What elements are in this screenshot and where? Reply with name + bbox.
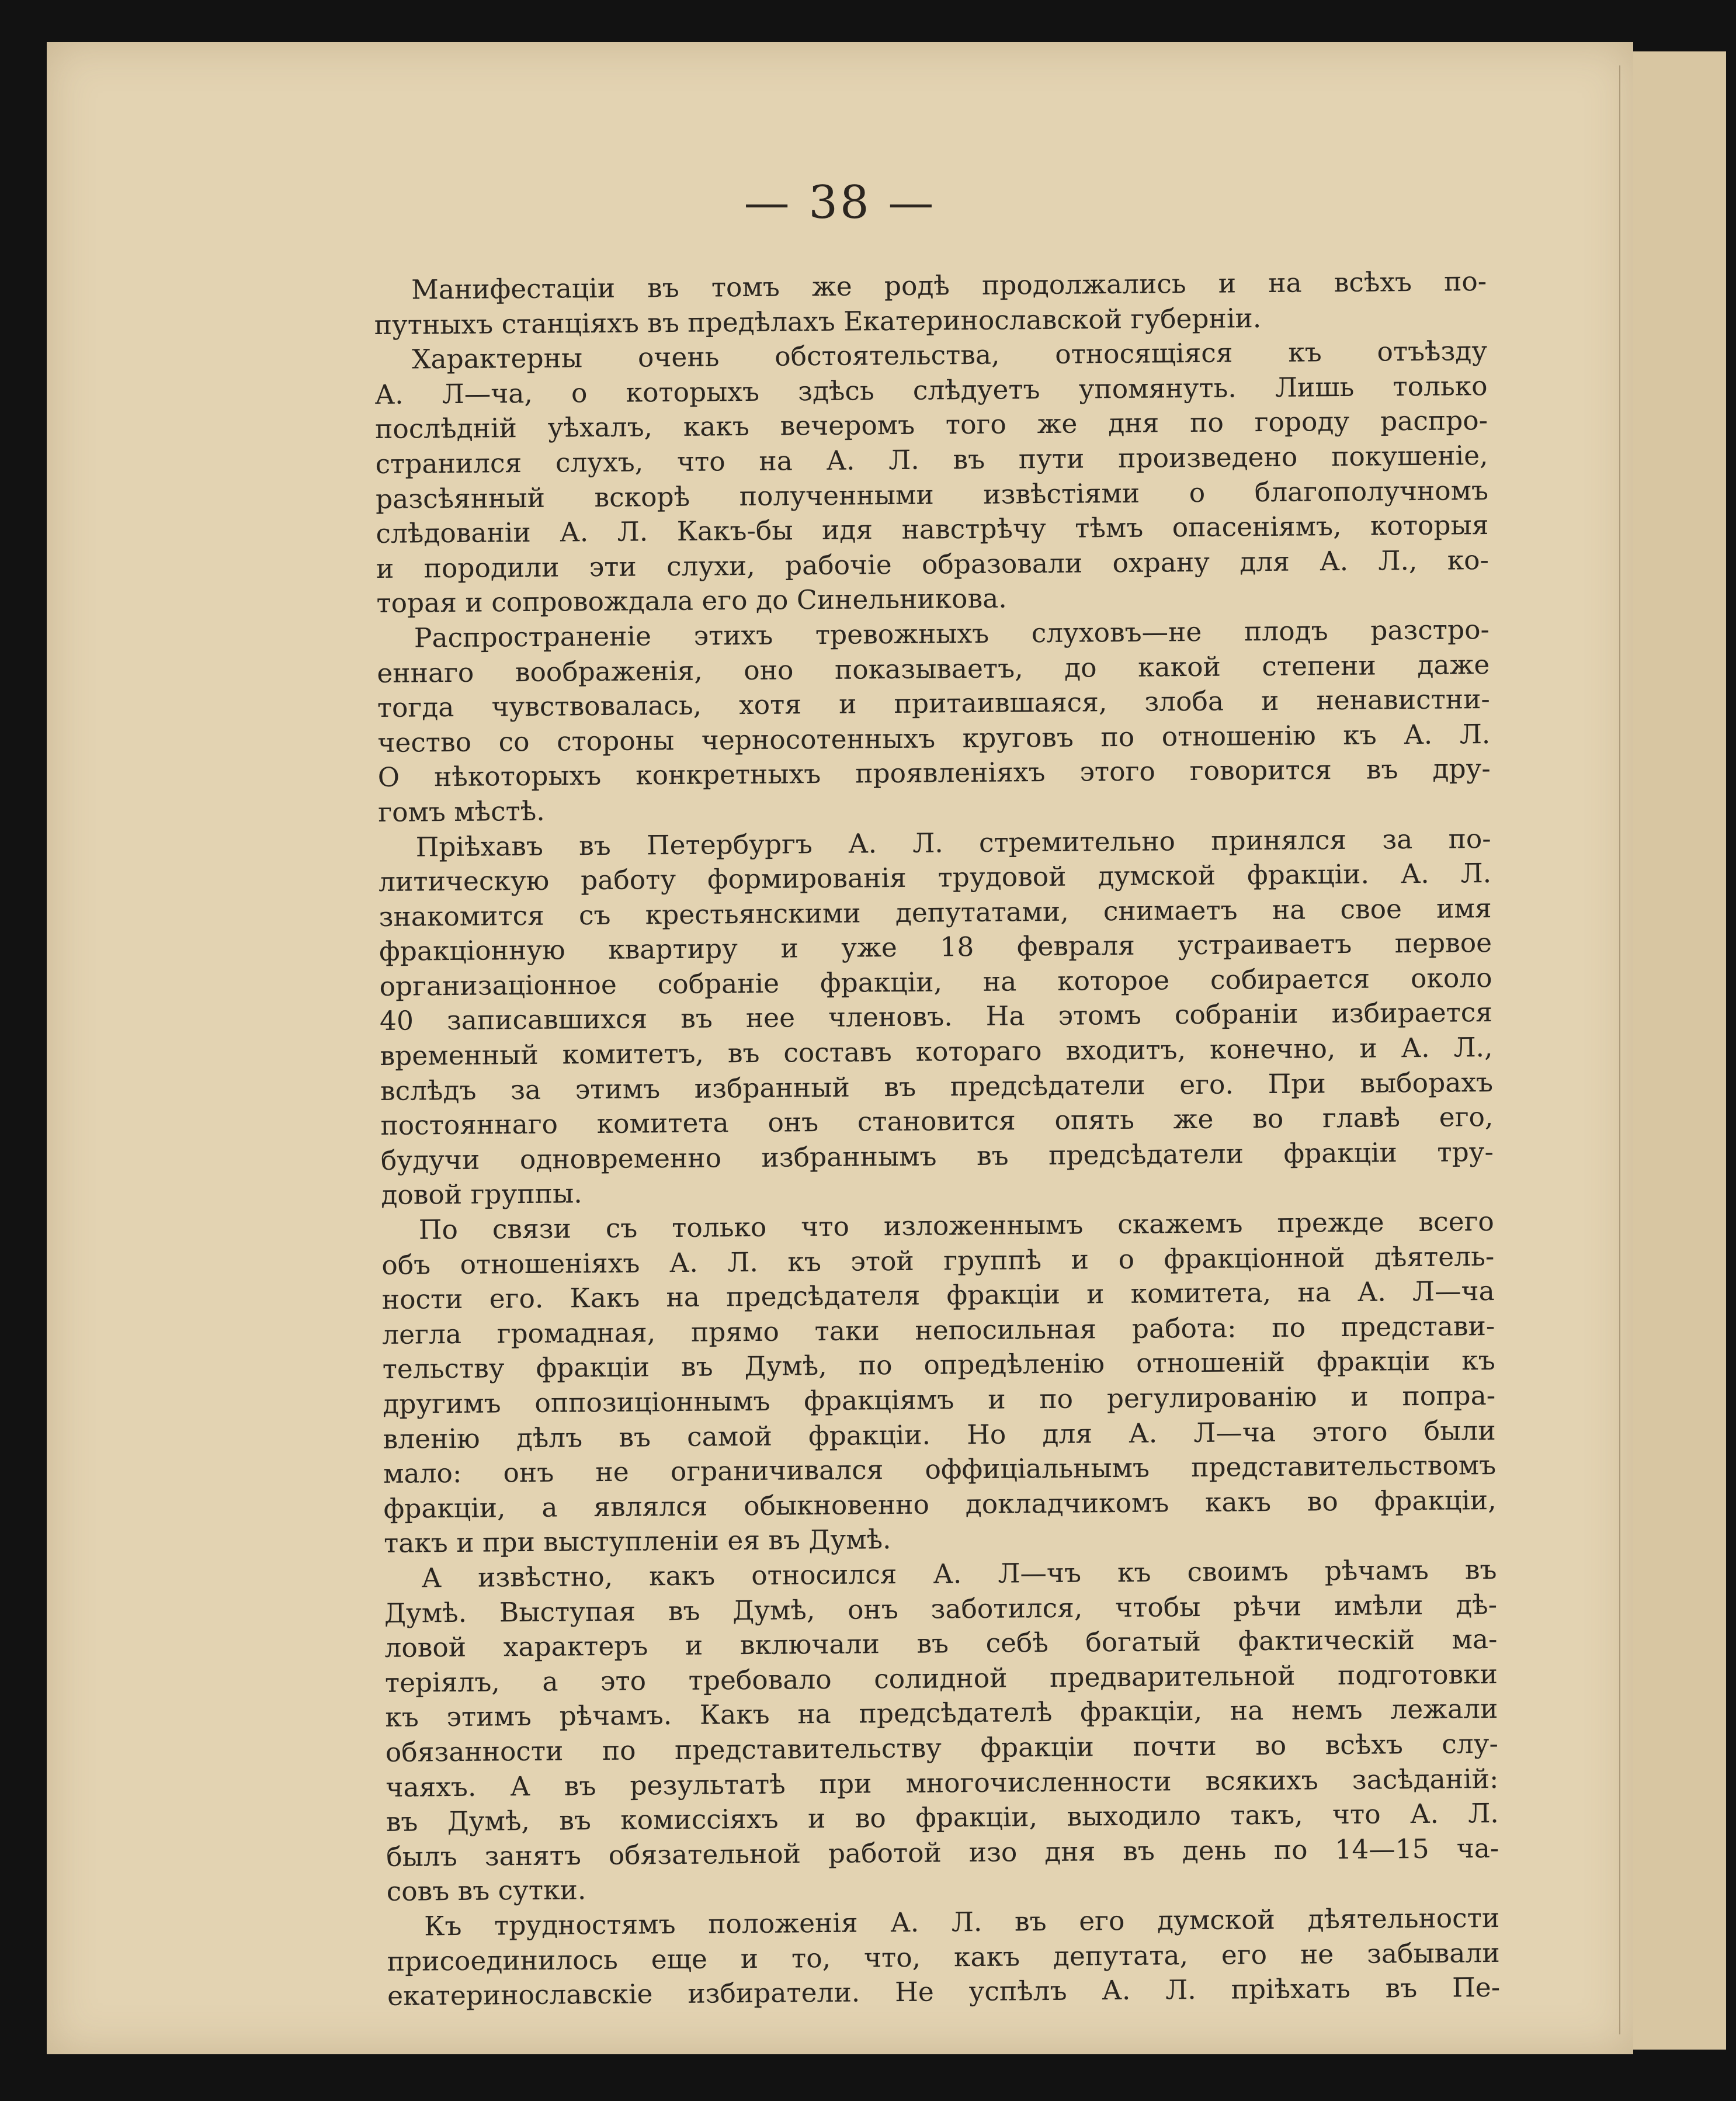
book-page <box>47 42 1633 2054</box>
text-line: еннаго воображенія, оно показываетъ, до какой степени даже <box>377 649 1490 689</box>
text-line: фракціонную квартиру и уже 18 февраля устраиваетъ первое <box>379 927 1492 968</box>
text-line: ловой характеръ и включали въ себѣ богатый фактическій ма- <box>384 1624 1498 1664</box>
text-line: обязанности по представительству фракціи почти во всѣхъ слу- <box>385 1728 1499 1768</box>
text-line: Думѣ. Выступая въ Думѣ, онъ заботился, чтобы рѣчи имѣли дѣ- <box>384 1589 1498 1629</box>
text-line: путныхъ станціяхъ въ предѣлахъ Екатеринославской губерніи. <box>374 302 1262 341</box>
text-line: тогда чувствовалась, хотя и притаившаяся, злоба и ненавистни- <box>377 684 1490 724</box>
text-line: ности его. Какъ на предсѣдателя фракціи и комитета, на А. Л—ча <box>381 1275 1495 1316</box>
text-line: По связи съ только что изложеннымъ скажемъ прежде всего <box>418 1206 1495 1246</box>
text-line: временный комитетъ, въ составъ котораго входитъ, конечно, и А. Л., <box>380 1032 1493 1072</box>
text-line: екатеринославскіе избиратели. Не успѣлъ А. Л. пріѣхать въ Пе- <box>387 1972 1501 2012</box>
text-line: А. Л—ча, о которыхъ здѣсь слѣдуетъ упомянуть. Лишь только <box>374 370 1488 410</box>
text-line: чаяхъ. А въ результатѣ при многочисленности всякихъ засѣданій: <box>386 1763 1499 1803</box>
text-line: такъ и при выступленіи ея въ Думѣ. <box>383 1524 891 1559</box>
text-line: послѣдній уѣхалъ, какъ вечеромъ того же дня по городу распро- <box>374 405 1488 445</box>
text-line: организаціонное собраніе фракціи, на которое собирается около <box>379 962 1492 1002</box>
text-line: Пріѣхавъ въ Петербургъ А. Л. стремительно принялся за по- <box>415 823 1491 862</box>
text-line: мало: онъ не ограничивался оффиціальнымъ представительствомъ <box>383 1450 1497 1490</box>
text-line: О нѣкоторыхъ конкретныхъ проявленіяхъ этого говорится въ дру- <box>377 753 1491 793</box>
text-line: былъ занятъ обязательной работой изо дня въ день по 14—15 ча- <box>386 1832 1499 1873</box>
text-line: другимъ оппозиціоннымъ фракціямъ и по регулированію и попра- <box>383 1379 1496 1420</box>
text-line: Къ трудностямъ положенія А. Л. въ его думской дѣятельности <box>424 1902 1500 1942</box>
text-line: легла громадная, прямо таки непосильная работа: по представи- <box>382 1310 1495 1350</box>
text-line: слѣдованіи А. Л. Какъ-бы идя навстрѣчу тѣмъ опасеніямъ, которыя <box>376 509 1489 550</box>
page-number: — 38 — <box>744 176 936 229</box>
text-line: Распространеніе этихъ тревожныхъ слуховъ—не плодъ разстро- <box>414 613 1490 654</box>
body-text <box>374 264 1500 2014</box>
text-line: вслѣдъ за этимъ избранный въ предсѣдатели его. При выборахъ <box>380 1066 1494 1107</box>
text-line: знакомится съ крестьянскими депутатами, снимаетъ на свое имя <box>379 892 1492 932</box>
text-line: литическую работу формированія трудовой думской фракціи. А. Л. <box>378 858 1492 898</box>
text-line: въ Думѣ, въ комиссіяхъ и во фракціи, выходило такъ, что А. Л. <box>386 1798 1499 1838</box>
text-line: теріялъ, а это требовало солидной предварительной подготовки <box>384 1658 1498 1698</box>
text-line: Манифестаціи въ томъ же родѣ продолжались и на всѣхъ по- <box>411 266 1487 306</box>
text-line: объ отношеніяхъ А. Л. къ этой группѣ и о фракціонной дѣятель- <box>381 1240 1495 1281</box>
text-line: къ этимъ рѣчамъ. Какъ на предсѣдателѣ фракціи, на немъ лежали <box>385 1693 1498 1734</box>
text-line: Характерны очень обстоятельства, относящіяся къ отъѣзду <box>411 335 1488 375</box>
text-line: постояннаго комитета онъ становится опять же во главѣ его, <box>380 1101 1494 1142</box>
text-line: А извѣстно, какъ относился А. Л—чъ къ своимъ рѣчамъ въ <box>421 1554 1497 1594</box>
text-line: разсѣянный вскорѣ полученными извѣстіями о благополучномъ <box>375 474 1489 515</box>
text-line: довой группы. <box>381 1178 582 1211</box>
text-line: 40 записавшихся въ нее членовъ. На этомъ собраніи избирается <box>379 997 1493 1037</box>
text-line: гомъ мѣстѣ. <box>378 795 545 828</box>
text-line: чество со стороны черносотенныхъ круговъ по отношенію къ А. Л. <box>377 718 1491 758</box>
page-fold-line <box>1619 65 1620 2034</box>
text-line: присоединилось еще и то, что, какъ депутата, его не забывали <box>387 1937 1500 1977</box>
text-line: тельству фракціи въ Думѣ, по опредѣленію отношеній фракціи къ <box>382 1345 1495 1385</box>
text-line: и породили эти слухи, рабочіе образовали охрану для А. Л., ко- <box>376 544 1490 584</box>
text-line: торая и сопровождала его до Синельникова. <box>376 583 1007 619</box>
adjacent-page-edge <box>1624 51 1726 2050</box>
text-line: фракціи, а являлся обыкновенно докладчикомъ какъ во фракціи, <box>383 1484 1497 1524</box>
text-line: вленію дѣлъ въ самой фракціи. Но для А. Л—ча этого были <box>383 1414 1496 1455</box>
text-line: будучи одновременно избраннымъ въ предсѣдатели фракціи тру- <box>380 1136 1494 1176</box>
text-line: странился слухъ, что на А. Л. въ пути произведено покушеніе, <box>375 439 1488 480</box>
text-line: совъ въ сутки. <box>386 1874 586 1908</box>
